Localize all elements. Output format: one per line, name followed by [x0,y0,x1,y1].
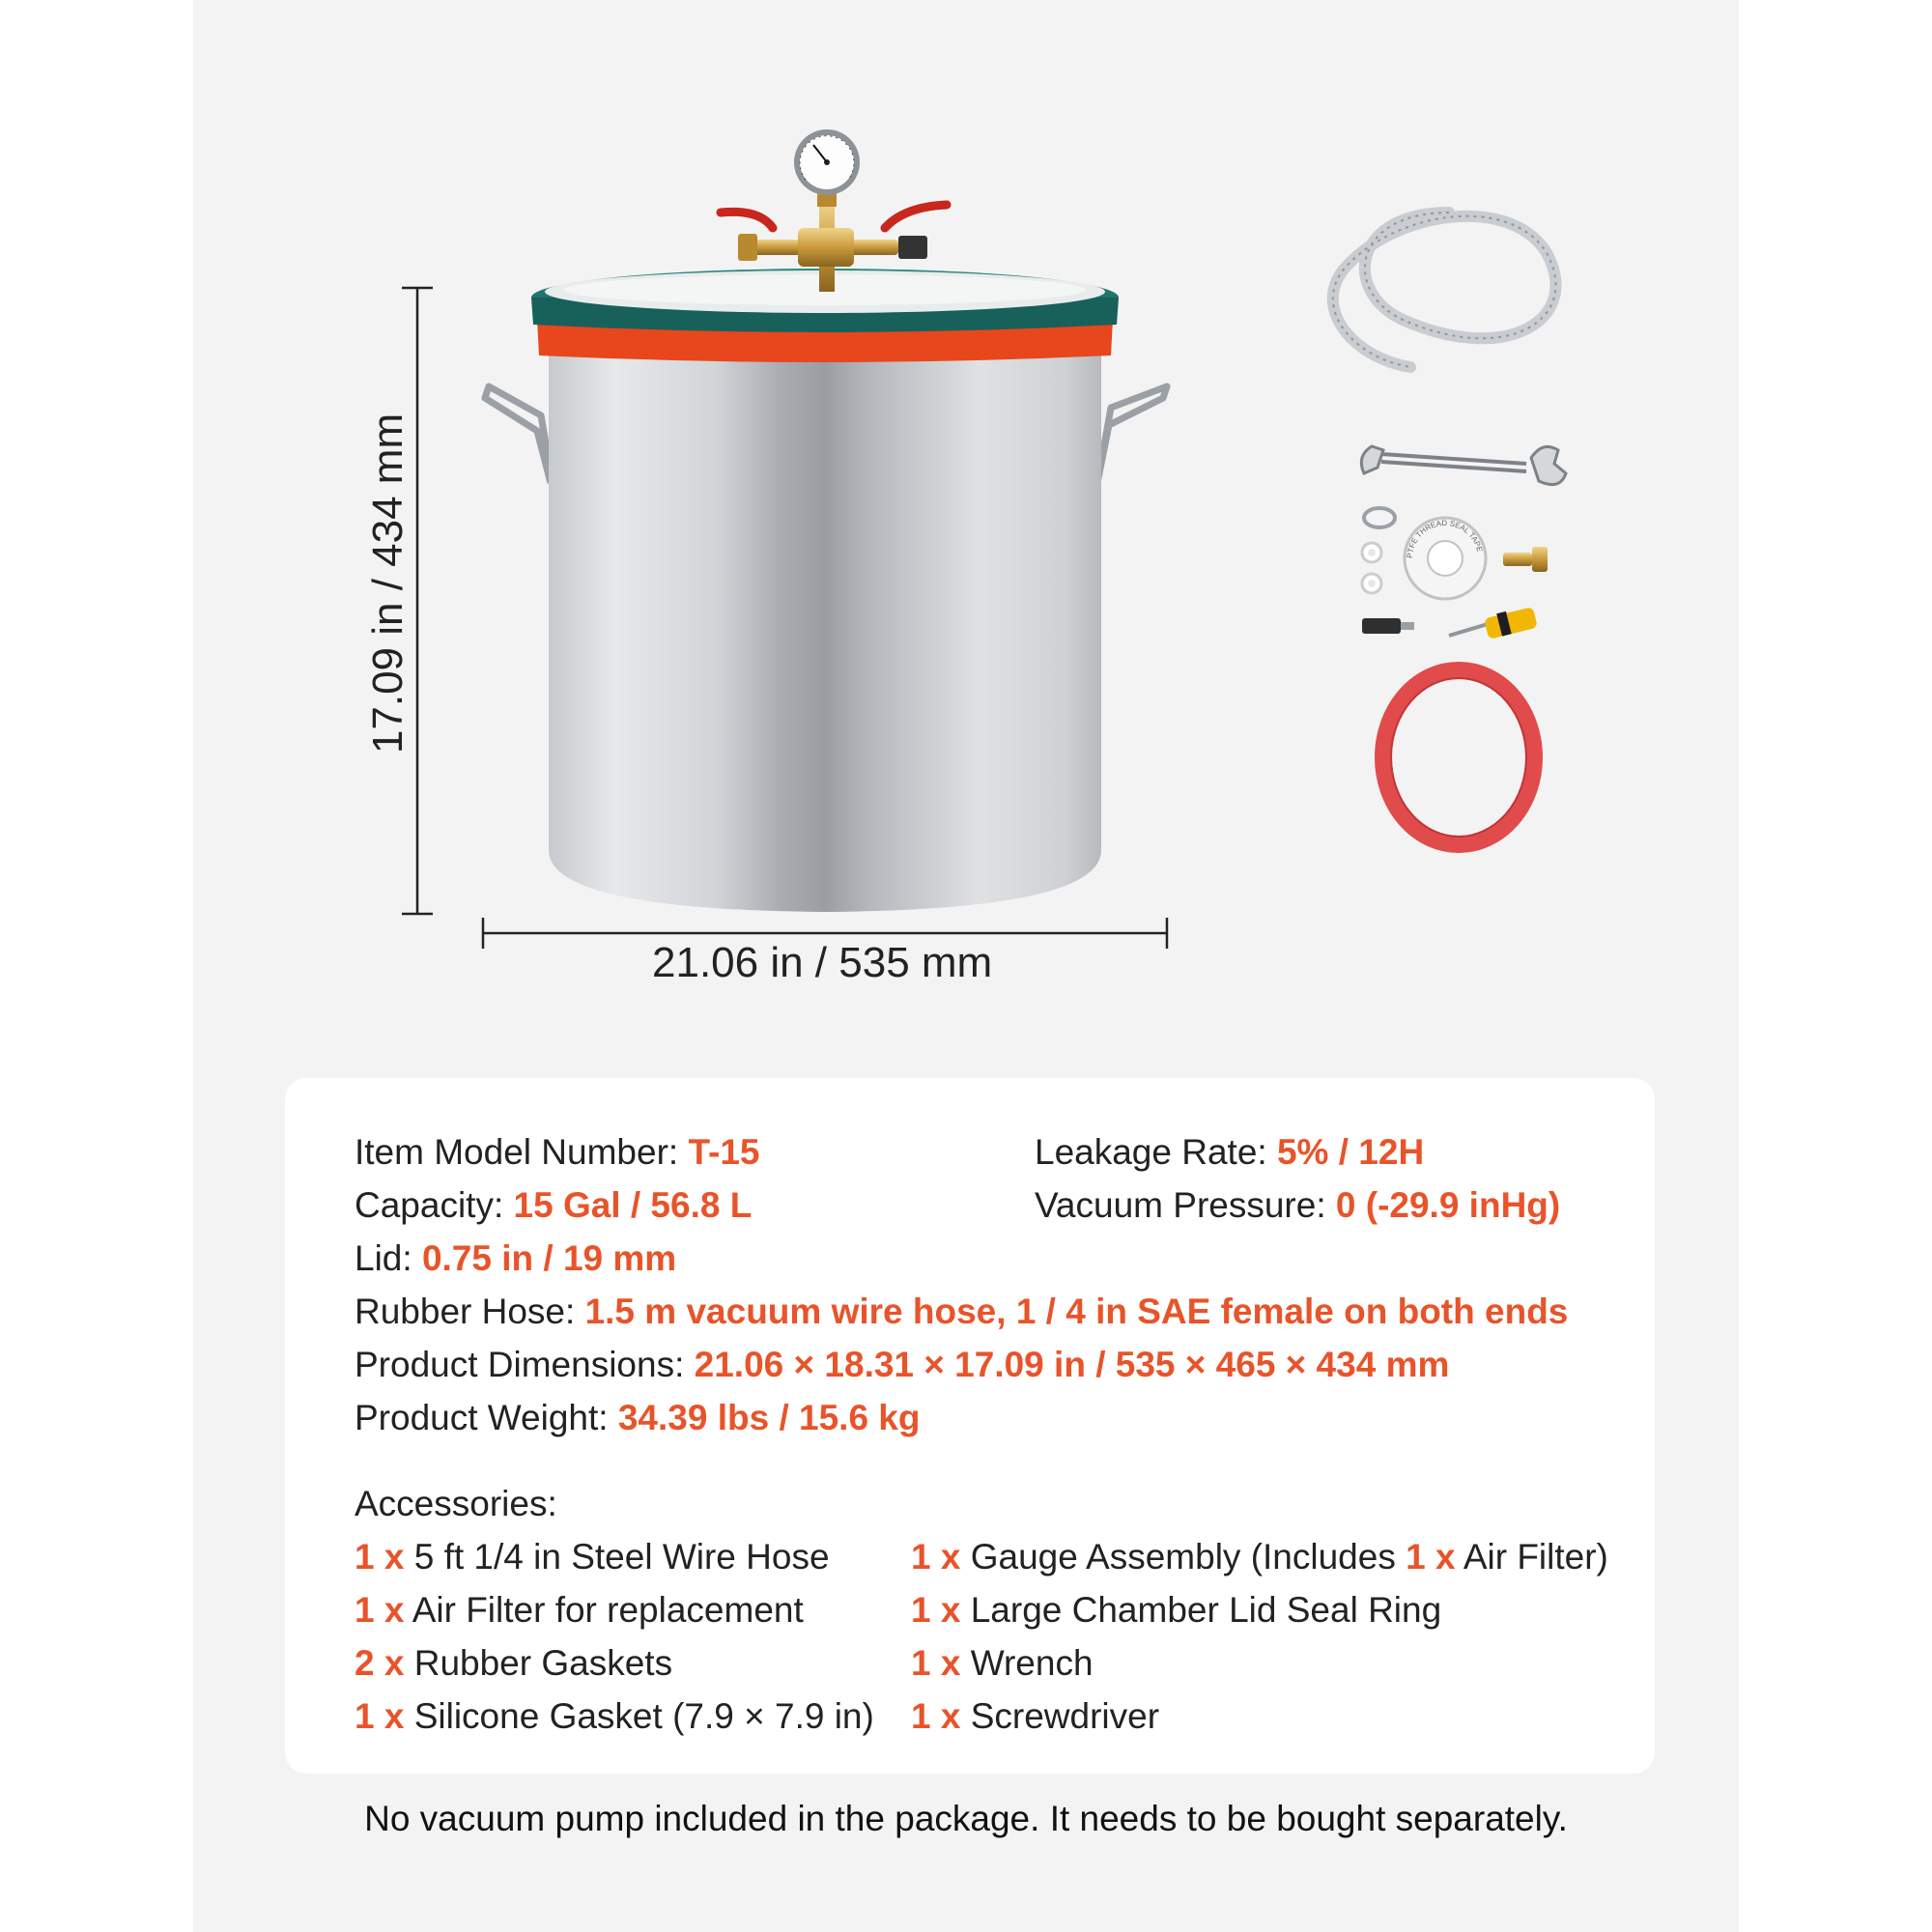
air-filter-icon [1362,618,1414,634]
spec-vacuum-pressure-value: 0 (-29.9 inHg) [1335,1185,1561,1225]
tape-label: PTFE THREAD SEAL TAPE [1405,518,1485,559]
spec-product-dimensions-value: 21.06 × 18.31 × 17.09 in / 535 × 465 × 434 mm [694,1345,1450,1384]
spec-vacuum-pressure-label: Vacuum Pressure: [1035,1185,1326,1225]
pot-handle-right [1097,386,1167,483]
spec-capacity-value: 15 Gal / 56.8 L [513,1185,753,1225]
spec-rubber-hose [355,1292,1568,1332]
spec-lid-value: 0.75 in / 19 mm [421,1238,677,1278]
brass-fitting-icon [1503,547,1548,572]
spec-leakage [1035,1132,1424,1173]
vacuum-chamber-pot [549,330,1101,912]
accessory-qty: 1 x [911,1643,961,1683]
accessory-qty-nested: 1 x [1406,1537,1456,1577]
accessory-qty: 1 x [911,1590,961,1630]
height-dimension-label: 17.09 in / 434 mm [364,412,412,754]
accessory-name: 5 ft 1/4 in Steel Wire Hose [413,1537,830,1577]
hose-clamp-icon [1364,508,1395,527]
accessory-name: Wrench [970,1643,1094,1683]
spec-rubber-hose-value: 1.5 m vacuum wire hose, 1 / 4 in SAE female on both ends [584,1292,1569,1331]
accessory-item [355,1643,672,1684]
spec-vacuum-pressure [1035,1185,1560,1226]
spec-model [355,1132,760,1173]
spec-product-dimensions-label: Product Dimensions: [355,1345,685,1384]
accessory-item [355,1590,804,1631]
accessory-qty: 1 x [355,1696,405,1736]
accessories-heading: Accessories: [355,1484,557,1523]
pressure-gauge-icon [794,129,860,195]
spec-product-dimensions [355,1345,1449,1385]
accessory-item [911,1643,1094,1684]
steel-wire-hose-icon [1333,213,1556,367]
accessory-item [355,1537,830,1577]
spec-model-value: T-15 [688,1132,760,1172]
footer-note: No vacuum pump included in the package. It needs to be bought separately. [364,1799,1568,1838]
accessory-qty: 1 x [911,1537,961,1577]
accessory-qty: 1 x [355,1590,405,1630]
thread-seal-tape-icon [1405,518,1486,599]
pot-handle-left [485,386,553,483]
spec-lid [355,1238,676,1279]
accessory-name: Silicone Gasket (7.9 × 7.9 in) [413,1696,874,1736]
accessory-name: Screwdriver [970,1696,1160,1736]
accessory-item [911,1590,1441,1631]
screwdriver-icon [1449,607,1538,639]
accessory-item [911,1537,1608,1577]
wrench-icon [1361,446,1566,485]
spec-product-weight-label: Product Weight: [355,1398,609,1437]
accessory-qty: 2 x [355,1643,405,1683]
accessory-qty: 1 x [355,1537,405,1577]
spec-lid-label: Lid: [355,1238,412,1278]
accessory-name: Gauge Assembly (Includes [970,1537,1396,1577]
spec-product-weight-value: 34.39 lbs / 15.6 kg [617,1398,921,1437]
lid-seal-ring-icon [1383,670,1534,844]
spec-leakage-label: Leakage Rate: [1035,1132,1267,1172]
accessory-name: Rubber Gaskets [413,1643,673,1683]
accessory-item [911,1696,1159,1737]
spec-leakage-value: 5% / 12H [1276,1132,1425,1172]
spec-rubber-hose-label: Rubber Hose: [355,1292,576,1331]
spec-capacity-label: Capacity: [355,1185,504,1225]
accessory-name-nested: Air Filter) [1463,1537,1608,1577]
rubber-washers-icon [1362,543,1381,593]
spec-capacity [355,1185,752,1226]
accessory-item [355,1696,874,1737]
spec-product-weight [355,1398,920,1438]
accessory-name: Large Chamber Lid Seal Ring [970,1590,1442,1630]
spec-model-label: Item Model Number: [355,1132,679,1172]
accessory-qty: 1 x [911,1696,961,1736]
accessory-name: Air Filter for replacement [412,1590,804,1630]
width-dimension-label: 21.06 in / 535 mm [652,939,993,986]
